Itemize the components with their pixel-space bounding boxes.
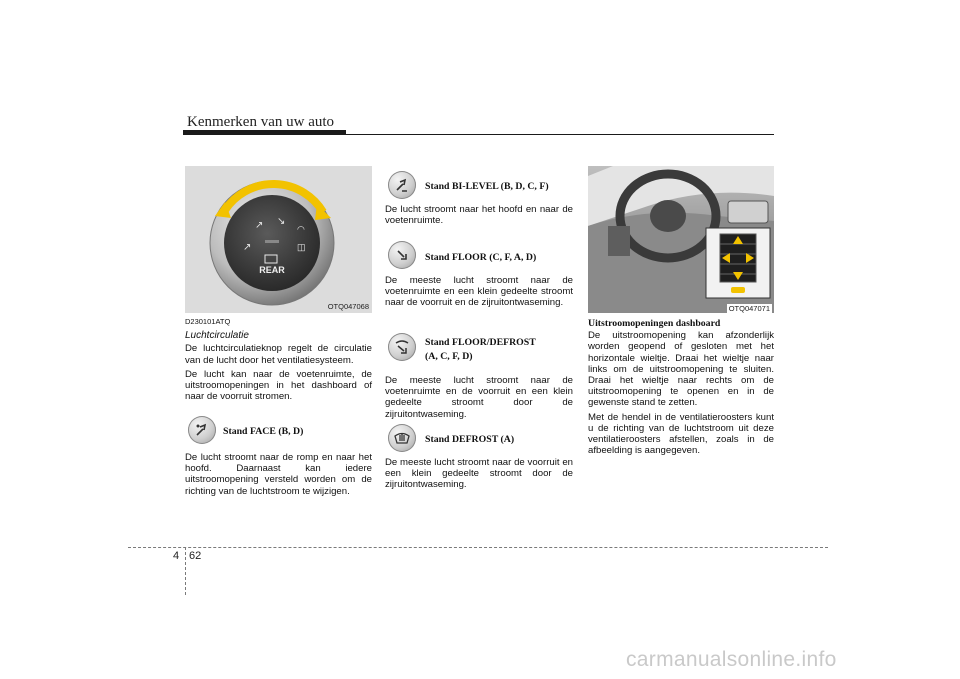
- svg-text:↗: ↗: [243, 242, 252, 253]
- floor-defrost-mode-icon: [388, 333, 416, 361]
- footer-rule: [128, 547, 828, 548]
- footer-divider: [185, 547, 186, 595]
- mode-bilevel-label: Stand BI-LEVEL (B, D, C, F): [425, 181, 549, 192]
- figure-code: OTQ047071: [728, 304, 770, 313]
- section-code: D230101ATQ: [185, 317, 231, 326]
- mode-floor-label: Stand FLOOR (C, F, A, D): [425, 252, 537, 263]
- svg-text:◫: ◫: [297, 242, 306, 252]
- paragraph: De luchtcirculatieknop regelt de circulatie van de lucht door het ventilatiesysteem.: [185, 343, 372, 366]
- page-number: 62: [189, 550, 202, 562]
- face-mode-icon: [188, 416, 216, 444]
- section-heading: Uitstroomopeningen dashboard: [588, 318, 721, 329]
- right-column: [588, 318, 774, 459]
- header-rule: [346, 134, 774, 135]
- bilevel-mode-icon: [388, 171, 416, 199]
- header-bar: [183, 130, 346, 135]
- defrost-mode-icon: [388, 424, 416, 452]
- dashboard-vent-illustration: [588, 166, 774, 313]
- section-heading: Luchtcirculatie: [185, 330, 249, 342]
- paragraph: De uitstroomopening kan afzonderlijk worden geopend of gesloten met het horizontale wieltje. Draai het wieltje naar links om de uitstroomopening te sluiten. Draai het wieltje naar rechts om de uitstroomopening te openen en in de gewenste stand te zetten.: [588, 330, 774, 409]
- airflow-knob-illustration: [185, 166, 372, 313]
- mode-floordefrost-label-2: (A, C, F, D): [425, 351, 473, 362]
- paragraph: De lucht stroomt naar de romp en naar het hoofd. Daarnaast kan iedere uitstroomopening versteld worden om de richting van de luchtstroom te wijzigen.: [185, 452, 372, 497]
- paragraph: De lucht kan naar de voetenruimte, de uitstroomopeningen in het dashboard of naar de voorruit stromen.: [185, 368, 372, 403]
- floor-text: De meeste lucht stroomt naar de voetenruimte en een klein gedeelte stroomt naar de voorruit en de zijruitontwaseming.: [385, 275, 573, 309]
- knob-figure: [185, 166, 372, 313]
- mode-floordefrost-label-1: Stand FLOOR/DEFROST: [425, 337, 536, 348]
- figure-code: OTQ047068: [327, 302, 369, 311]
- svg-text:↘: ↘: [277, 216, 286, 227]
- paragraph: Met de hendel in de ventilatieroosters kunt u de richting van de luchtstroom uit deze ventilatieroosters afstellen, zoals in de afbeelding is aangegeven.: [588, 411, 774, 457]
- watermark: carmanualsonline.info: [626, 648, 837, 671]
- floordefrost-text: De meeste lucht stroomt naar de voetenruimte en de voorruit en een klein gedeelte stroomt door de zijruitontwaseming.: [385, 375, 573, 420]
- svg-text:◠: ◠: [297, 224, 305, 234]
- mode-defrost-label: Stand DEFROST (A): [425, 434, 515, 445]
- dashboard-figure: [588, 166, 774, 313]
- defrost-text: De meeste lucht stroomt naar de voorruit en een klein gedeelte stroomt door de zijruitontwaseming.: [385, 457, 573, 491]
- header-title: Kenmerken van uw auto: [187, 114, 335, 130]
- left-column: [185, 316, 372, 405]
- svg-text:↗: ↗: [255, 220, 264, 231]
- mode-face-label: Stand FACE (B, D): [223, 426, 304, 437]
- floor-mode-icon: [388, 241, 416, 269]
- chapter-number: 4: [173, 550, 180, 562]
- knob-rear-label: REAR: [259, 265, 285, 275]
- bilevel-text: De lucht stroomt naar het hoofd en naar de voetenruimte.: [385, 204, 573, 227]
- left-column-lower: [185, 452, 372, 500]
